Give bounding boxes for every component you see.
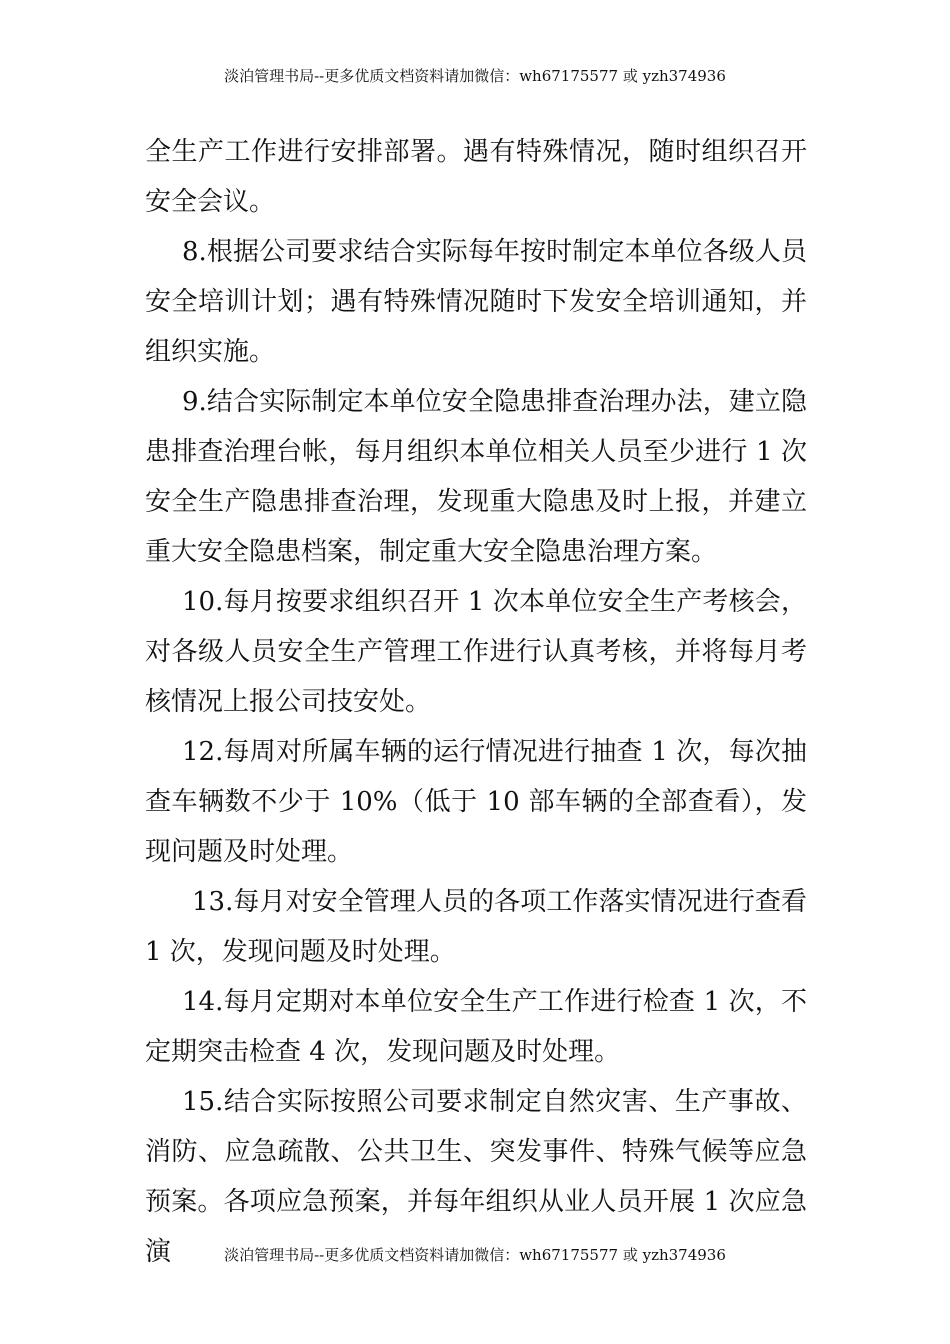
page-footer: 淡泊管理书局--更多优质文档资料请加微信：wh67175577 或 yzh374936 <box>224 1246 726 1264</box>
paragraph-item-15: 15.结合实际按照公司要求制定自然灾害、生产事故、消防、应急疏散、公共卫生、突发事件、特殊气候等应急预案。各项应急预案，并每年组织从业人员开展 1 次应急演 <box>145 1087 807 1267</box>
paragraph-item-9: 9.结合实际制定本单位安全隐患排查治理办法，建立隐患排查治理台帐，每月组织本单位相关人员至少进行 1 次安全生产隐患排查治理，发现重大隐患及时上报，并建立重大安全隐患档案，制定重大安全隐患治理方案。 <box>145 387 807 567</box>
paragraph-item-10: 10.每月按要求组织召开 1 次本单位安全生产考核会，对各级人员安全生产管理工作进行认真考核，并将每月考核情况上报公司技安处。 <box>145 587 807 717</box>
paragraph-item-14: 14.每月定期对本单位安全生产工作进行检查 1 次，不定期突击检查 4 次，发现问题及时处理。 <box>145 987 807 1067</box>
paragraph-item-12: 12.每周对所属车辆的运行情况进行抽查 1 次，每次抽查车辆数不少于 10%（低于 10 部车辆的全部查看），发现问题及时处理。 <box>145 737 807 867</box>
document-body <box>145 127 807 1277</box>
paragraph-item-13: 13.每月对安全管理人员的各项工作落实情况进行查看 1 次，发现问题及时处理。 <box>145 887 807 967</box>
page-header: 淡泊管理书局--更多优质文档资料请加微信：wh67175577 或 yzh374936 <box>224 67 726 85</box>
paragraph-continuation: 全生产工作进行安排部署。遇有特殊情况，随时组织召开安全会议。 <box>145 137 807 217</box>
paragraph-item-8: 8.根据公司要求结合实际每年按时制定本单位各级人员安全培训计划；遇有特殊情况随时下发安全培训通知，并组织实施。 <box>145 237 807 367</box>
